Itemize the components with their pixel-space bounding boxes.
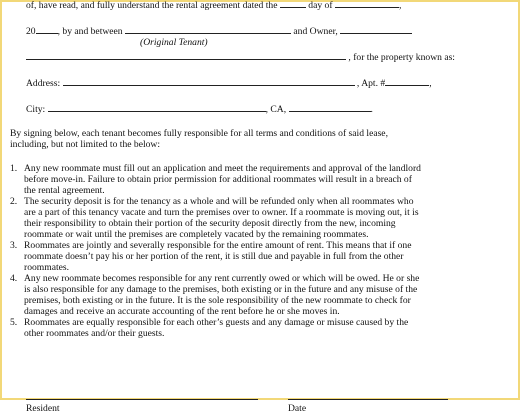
and-owner-text: and Owner, bbox=[293, 26, 338, 37]
term-line: Any new roommate becomes responsible for any rent currently owed or which will be owed. He or she bbox=[24, 273, 420, 284]
owner-field[interactable] bbox=[340, 24, 412, 34]
original-tenant-caption: (Original Tenant) bbox=[140, 37, 208, 48]
intro-line-1: By signing below, each tenant becomes fully responsible for all terms and conditions of said lease, bbox=[10, 128, 388, 139]
city-label: City: bbox=[26, 104, 46, 115]
term-line: other roommates and/or their guests. bbox=[24, 328, 165, 339]
property-owner-field[interactable] bbox=[26, 50, 346, 60]
apt-label: , Apt. # bbox=[356, 78, 386, 89]
city-field[interactable] bbox=[48, 102, 266, 112]
terms-list bbox=[10, 163, 500, 339]
by-and-between-text: , by and between bbox=[57, 26, 123, 37]
year-field[interactable] bbox=[36, 24, 58, 34]
city-end: . bbox=[370, 104, 373, 115]
agreement-date-suffix: , bbox=[398, 0, 402, 11]
zip-field[interactable] bbox=[289, 102, 371, 112]
resident-label: Resident bbox=[26, 403, 60, 414]
term-item-3 bbox=[10, 240, 500, 273]
term-item-4 bbox=[10, 273, 500, 317]
date-label: Date bbox=[288, 403, 307, 414]
agreement-date-mid: day of bbox=[308, 0, 333, 11]
rental-agreement-date-line bbox=[26, 0, 401, 11]
year-prefix: 20 bbox=[26, 26, 36, 37]
day-field[interactable] bbox=[280, 0, 306, 8]
term-number: 1. bbox=[10, 163, 18, 174]
term-line: Roommates are equally responsible for each other’s guests and any damage or misuse caused by the bbox=[24, 317, 409, 328]
term-line: Any new roommate must fill out an application and meet the requirements and approval of the landlord bbox=[24, 163, 421, 174]
date-field[interactable] bbox=[288, 390, 448, 400]
agreement-date-prefix: of, have read, and fully understand the rental agreement dated the bbox=[26, 0, 278, 11]
state-text: , CA, bbox=[265, 104, 287, 115]
term-line: is also responsible for any damage to the premises, both existing or in the future and any misuse of the bbox=[24, 284, 418, 295]
term-line: are a part of this tenancy vacate and turn the premises over to owner. If a roommate is moving out, it is bbox=[24, 207, 419, 218]
address-line bbox=[26, 76, 432, 89]
address-end: , bbox=[429, 78, 432, 89]
term-item-2 bbox=[10, 196, 500, 240]
resident-signature-field[interactable] bbox=[26, 390, 258, 400]
resident-signature-line[interactable] bbox=[26, 390, 258, 414]
intro-line-2: including, but not limited to the below: bbox=[10, 139, 161, 150]
term-line: their responsibility to obtain their portion of the security deposit directly from the new, incoming bbox=[24, 218, 396, 229]
original-tenant-field[interactable] bbox=[125, 24, 291, 34]
term-line: before move-in. Failure to obtain prior permission for additional roommates will result in a breach of bbox=[24, 174, 412, 185]
term-number: 3. bbox=[10, 240, 18, 251]
term-item-1 bbox=[10, 163, 500, 196]
property-line bbox=[26, 50, 455, 63]
term-line: Roommates are jointly and severally responsible for the entire amount of rent. This means that if one bbox=[24, 240, 412, 251]
term-line: The security deposit is for the tenancy as a whole and will be refunded only when all roommates who bbox=[24, 196, 414, 207]
term-number: 4. bbox=[10, 273, 18, 284]
apt-field[interactable] bbox=[385, 76, 429, 86]
address-label: Address: bbox=[26, 78, 61, 89]
term-line: damages and receive an accurate accounting of the rent before he or she moves in. bbox=[24, 306, 340, 317]
city-line bbox=[26, 102, 373, 115]
month-field[interactable] bbox=[335, 0, 399, 8]
term-line: the rental agreement. bbox=[24, 185, 105, 196]
property-known-as-text: , for the property known as: bbox=[348, 52, 455, 63]
term-item-5 bbox=[10, 317, 500, 339]
address-field[interactable] bbox=[63, 76, 355, 86]
term-line: roommate or wait until the premises are completely vacated by the remaining roommates. bbox=[24, 229, 369, 240]
tenant-owner-line bbox=[26, 24, 412, 37]
term-number: 5. bbox=[10, 317, 18, 328]
term-line: roommate doesn’t pay his or her portion of the rent, it is still due and payable in full from the other bbox=[24, 251, 404, 262]
date-signature-line[interactable] bbox=[288, 390, 448, 414]
term-line: premises, both existing or in the future. It is the sole responsibility of the new roommate to check for bbox=[24, 295, 411, 306]
term-number: 2. bbox=[10, 196, 18, 207]
term-line: roommates. bbox=[24, 262, 70, 273]
